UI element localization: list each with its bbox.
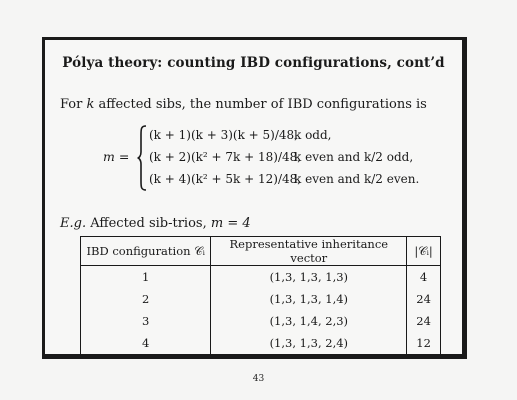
table-header-inheritance-vector: Representative inheritance vector <box>211 237 407 266</box>
table-cell: (1,3, 1,4, 2,3) <box>211 310 407 332</box>
table-row <box>81 332 441 355</box>
table-cell: 2 <box>81 288 211 310</box>
table-cell: (1,3, 1,3, 2,4) <box>211 332 407 355</box>
slide-frame <box>42 37 467 359</box>
case-condition: k even and k/2 odd, <box>294 150 414 164</box>
equation-case-3 <box>149 172 419 186</box>
intro-prefix: For <box>60 97 87 112</box>
slide-title: Pólya theory: counting IBD configurations, cont’d <box>62 55 445 71</box>
equation-case-2 <box>149 150 413 164</box>
table-cell: (1,3, 1,3, 1,4) <box>211 288 407 310</box>
example-prefix: E.g. <box>60 216 87 231</box>
left-brace-icon <box>137 125 147 191</box>
intro-variable: k <box>86 97 95 112</box>
table-cell: 1 <box>81 266 211 289</box>
ibd-configuration-table <box>80 236 441 355</box>
table-row <box>81 266 441 289</box>
page-number: 43 <box>252 374 265 384</box>
case-formula: (k + 2)(k² + 7k + 18)/48, <box>149 150 302 164</box>
case-condition: k odd, <box>294 128 332 142</box>
table-cell: 4 <box>407 266 441 289</box>
table-cell: 12 <box>407 332 441 355</box>
table-cell: (1,3, 1,3, 1,3) <box>211 266 407 289</box>
table-row <box>81 288 441 310</box>
table-cell: 3 <box>81 310 211 332</box>
table-header-row <box>81 237 441 266</box>
example-math: m = 4 <box>210 216 251 231</box>
table-header-configuration: IBD configuration 𝒞ᵢ <box>81 237 211 266</box>
example-line <box>60 216 251 231</box>
case-formula: (k + 1)(k + 3)(k + 5)/48, <box>149 128 298 142</box>
equation-lhs: m = <box>103 149 130 164</box>
example-text: Affected sib-trios, <box>86 216 211 231</box>
case-formula: (k + 4)(k² + 5k + 12)/48, <box>149 172 302 186</box>
case-condition: k even and k/2 even. <box>294 172 420 186</box>
cases-equation <box>103 125 453 191</box>
table-cell: 4 <box>81 332 211 355</box>
intro-sentence <box>60 97 427 112</box>
table-cell: 24 <box>407 288 441 310</box>
table-cell: 24 <box>407 310 441 332</box>
intro-suffix: affected sibs, the number of IBD configurations is <box>94 97 427 112</box>
equation-case-1 <box>149 128 332 142</box>
table-row <box>81 310 441 332</box>
table-header-size: |𝒞ᵢ| <box>407 237 441 266</box>
